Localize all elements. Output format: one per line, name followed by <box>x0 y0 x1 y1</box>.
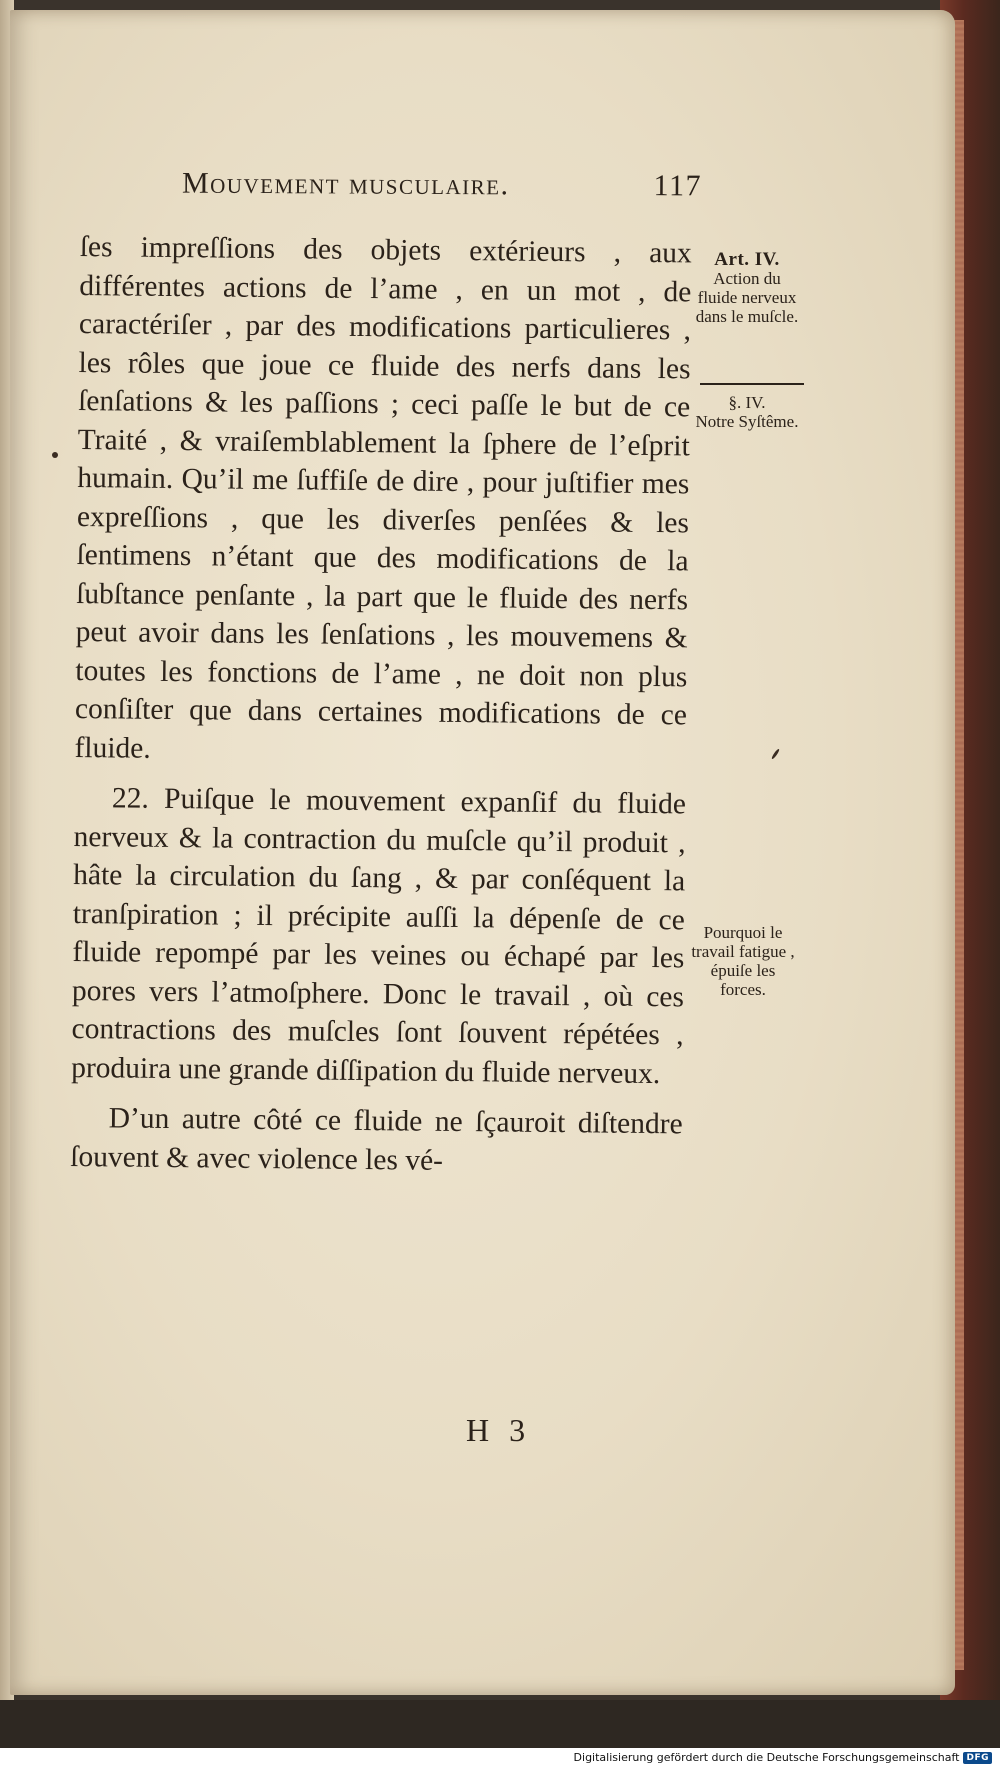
ink-speck <box>52 452 58 458</box>
paragraph-3: D’un autre côté ce fluide ne ſçauroit diſtendre ſouvent & avec violence les vé- <box>70 1102 683 1177</box>
paragraph-1: ſes impreſſions des objets extérieurs , aux différentes actions de l’ame , en un mot , de caractériſer , par des modifications particulieres , les rôles que joue ce fluide des nerfs dans les ſenſations & les paſſions ; ceci paſſe le but de ce Traité , & vraiſemblablement la ſphere de l’eſprit humain. Qu’il me ſuffiſe de dire , pour juſtifier mes expreſſions , que les diverſes penſées & les ſentimens n’étant que des modifications de la ſubſtance penſante , la part que le fluide des nerfs peut avoir dans les ſenſations , les mouvemens & toutes les fonctions de l’ame , ne doit non plus conſiſter que dans certaines modifications de ce fluide. <box>74 230 692 765</box>
marginal-note-section <box>692 393 802 431</box>
dfg-logo: DFG <box>963 1752 992 1764</box>
marginal-section-text: Notre Syſtême. <box>695 412 799 431</box>
marginal-note-article <box>692 250 802 326</box>
running-head-title: Mouvement musculaire. <box>181 166 510 202</box>
footer-credit-text: Digitalisierung gefördert durch die Deutsche Forschungsgemeinschaft <box>573 1751 960 1764</box>
running-head <box>182 167 702 204</box>
marginal-article-text: Action du fluide nerveux dans le muſcle. <box>695 269 799 326</box>
marginal-section-label: §. IV. <box>728 393 766 412</box>
marginal-note-travail: Pourquoi le travail fatigue , épuiſe les forces. <box>691 923 795 999</box>
body-text <box>70 228 692 1182</box>
page-number: 117 <box>653 169 703 203</box>
footer-credit <box>574 1751 992 1764</box>
signature-mark: H 3 <box>466 1412 532 1448</box>
marginal-article-label: Art. IV. <box>714 249 780 270</box>
marginal-rule <box>700 383 804 385</box>
paragraph-2: 22. Puiſque le mouvement expanſif du fluide nerveux & la contraction du muſcle qu’il produit , hâte la circulation du ſang , & par conſéquent la tranſpiration ; il précipite auſſi la dépenſe de ce fluide repompé par les veines ou échapé par les pores vers l’atmoſphere. Donc le travail , où ces contractions des muſcles ſont ſouvent répétées , produira une grande diſſipation du fluide nerveux. <box>71 782 687 1090</box>
